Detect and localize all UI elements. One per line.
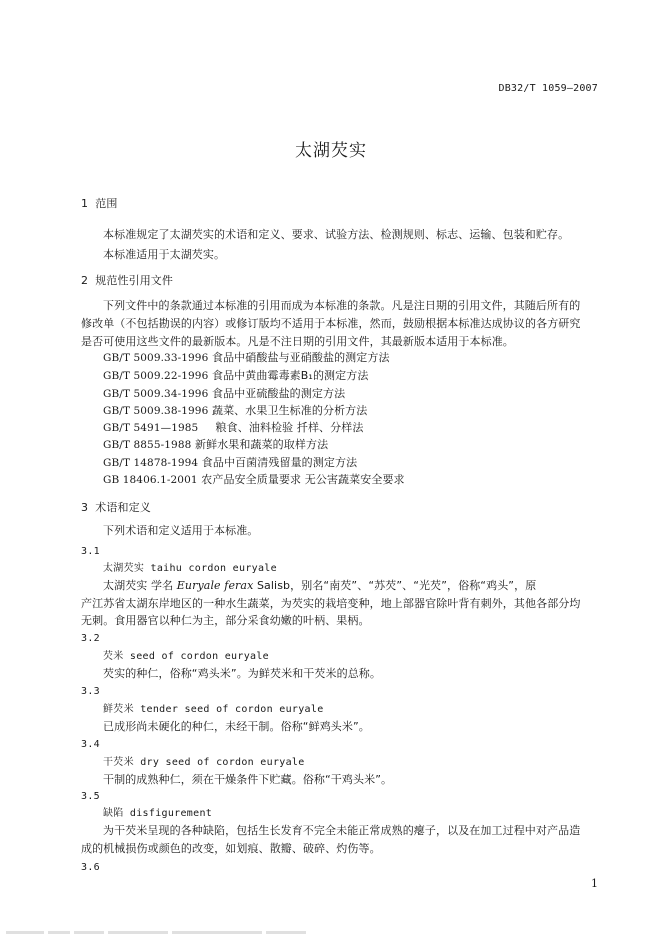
clause-number: 3.6 — [81, 862, 100, 873]
term-heading: 芡米 seed of cordon euryale — [103, 651, 269, 662]
term-definition-line — [103, 579, 536, 592]
paragraph-references-line-2: 修改单（不包括勘误的内容）或修订版均不适用于本标准，然而，鼓励根据本标准达成协议的各方研究 — [81, 317, 581, 330]
reference-code: GB/T 5009.22-1996 — [103, 370, 209, 382]
term-definition-line: 无刺。食用器官以种仁为主，部分采食幼嫩的叶柄、果柄。 — [81, 614, 370, 627]
reference-code: GB 18406.1-2001 — [103, 474, 198, 486]
clause-number: 3.3 — [81, 686, 100, 697]
clause-number: 3.4 — [81, 739, 100, 750]
section-heading-terms: 3 术语和定义 — [81, 501, 151, 514]
clause-number: 3.5 — [81, 791, 100, 802]
reference-code: GB/T 5491—1985 — [103, 422, 199, 434]
reference-code: GB/T 5009.38-1996 — [103, 405, 209, 417]
term-definition-line: 为干芡米呈现的各种缺陷，包括生长发育不完全未能正常成熟的瘪子，以及在加工过程中对产品造 — [103, 824, 581, 837]
reference-title: 农产品安全质量要求 无公害蔬菜安全要求 — [201, 473, 405, 486]
clause-number: 3.1 — [81, 546, 100, 557]
reference-item — [103, 351, 390, 365]
reference-title: 粮食、油料检验 扦样、分样法 — [215, 421, 364, 434]
definition-text: 太湖芡实 学名 — [103, 579, 177, 592]
definition-text: Salisb，别名“南芡”、“苏芡”、“光芡”，俗称“鸡头”，原 — [253, 579, 537, 592]
paragraph-terms-intro: 下列术语和定义适用于本标准。 — [103, 524, 259, 537]
page-number: 1 — [591, 877, 598, 890]
reference-item — [103, 438, 328, 452]
term-heading: 干芡米 dry seed of cordon euryale — [103, 757, 305, 768]
reference-item — [103, 404, 367, 418]
term-definition-line: 芡实的种仁，俗称“鸡头米”。为鲜芡米和干芡米的总称。 — [103, 667, 381, 680]
reference-code: GB/T 5009.34-1996 — [103, 388, 209, 400]
reference-title: 蔬菜、水果卫生标准的分析方法 — [211, 404, 368, 417]
term-heading: 太湖芡实 taihu cordon euryale — [103, 563, 277, 574]
reference-title: 食品中硝酸盐与亚硝酸盐的测定方法 — [211, 351, 390, 364]
clause-number: 3.2 — [81, 633, 100, 644]
reference-item — [103, 421, 363, 435]
reference-item — [103, 456, 357, 470]
term-heading: 鲜芡米 tender seed of cordon euryale — [103, 704, 324, 715]
reference-item — [103, 387, 345, 401]
reference-code: GB/T 14878-1994 — [103, 457, 199, 469]
paragraph-scope-2: 本标准适用于太湖芡实。 — [103, 248, 226, 261]
reference-title: 新鲜水果和蔬菜的取样方法 — [194, 438, 329, 451]
term-definition-line: 干制的成熟种仁，须在干燥条件下贮藏。俗称“干鸡头米”。 — [103, 773, 393, 786]
scientific-name: Euryale ferax — [176, 579, 254, 592]
section-heading-scope: 1 范围 — [81, 197, 118, 210]
term-definition-line: 成的机械损伤或颜色的改变，如划痕、散瓣、破碎、灼伤等。 — [81, 842, 381, 855]
term-definition-line: 产江苏省太湖东岸地区的一种水生蔬菜，为芡实的栽培变种，地上部器官除叶背有刺外，其他各部分均 — [81, 597, 581, 610]
paragraph-references-line-1: 下列文件中的条款通过本标准的引用而成为本标准的条款。凡是注日期的引用文件，其随后所有的 — [103, 299, 581, 312]
reference-title: 食品中百菌清残留量的测定方法 — [201, 456, 358, 469]
paragraph-scope-1: 本标准规定了太湖芡实的术语和定义、要求、试验方法、检测规则、标志、运输、包装和贮存。 — [103, 228, 570, 241]
reference-item — [103, 369, 368, 383]
reference-title: 食品中黄曲霉毒素B₁的测定方法 — [211, 369, 369, 382]
reference-item — [103, 473, 405, 487]
reference-title: 食品中亚硫酸盐的测定方法 — [211, 387, 346, 400]
document-number: DB32/T 1059—2007 — [498, 83, 598, 94]
term-definition-line: 已成形尚未硬化的种仁，未经干制。俗称“鲜鸡头米”。 — [103, 720, 370, 733]
term-heading: 缺陷 disfigurement — [103, 808, 213, 819]
reference-code: GB/T 8855-1988 — [103, 439, 192, 451]
paragraph-references-line-3: 是否可使用这些文件的最新版本。凡是不注日期的引用文件，其最新版本适用于本标准。 — [81, 335, 514, 348]
scan-bleed-through — [0, 926, 662, 936]
section-heading-normative-references: 2 规范性引用文件 — [81, 274, 173, 287]
document-title: 太湖芡实 — [295, 141, 367, 161]
reference-code: GB/T 5009.33-1996 — [103, 352, 209, 364]
